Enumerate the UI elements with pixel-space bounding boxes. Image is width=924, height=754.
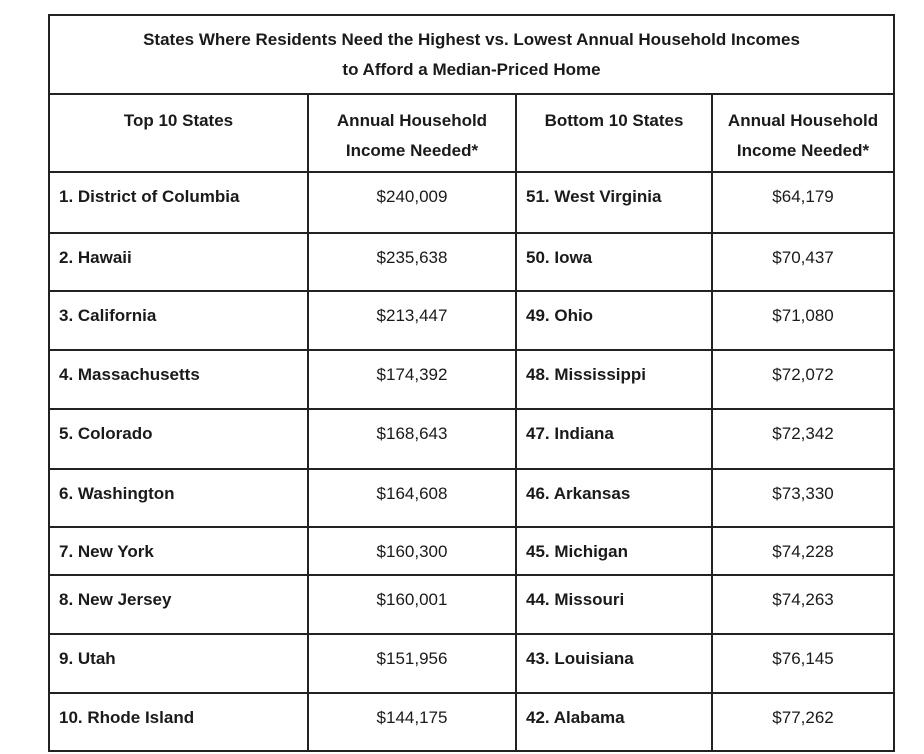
table-row [49,291,894,350]
top-income-text: $168,643 [376,424,448,443]
title-row [49,15,894,94]
bottom-income-text: $77,262 [772,708,834,727]
bottom-state-cell [516,409,712,469]
bottom-income-text: $72,342 [772,424,834,443]
header-bottom-states-label: Bottom 10 States [544,111,684,130]
bottom-state-cell [516,634,712,693]
top-income-text: $151,956 [376,649,448,668]
bottom-state-cell [516,172,712,233]
header-top-income-line1: Annual Household [336,111,488,130]
bottom-income-text: $70,437 [772,248,834,267]
table-body [49,172,894,751]
bottom-state-cell [516,575,712,634]
top-state-cell [49,469,308,527]
bottom-state-text: 46. Arkansas [526,484,631,503]
top-income-text: $160,300 [376,542,448,561]
top-state-text: 7. New York [59,542,154,561]
header-top-income-line2: Income Needed* [345,141,479,160]
header-top-states-label: Top 10 States [123,111,234,130]
bottom-income-cell [712,634,894,693]
top-income-cell [308,291,516,350]
top-state-text: 10. Rhode Island [59,708,195,727]
bottom-state-cell [516,693,712,751]
bottom-state-text: 51. West Virginia [526,187,662,206]
bottom-income-text: $72,072 [772,365,834,384]
top-income-cell [308,527,516,575]
top-state-text: 1. District of Columbia [59,187,240,206]
bottom-state-cell [516,350,712,409]
table-row [49,575,894,634]
top-income-cell [308,575,516,634]
header-bottom-states [516,94,712,172]
table-row [49,634,894,693]
income-table [48,14,895,752]
top-state-cell [49,350,308,409]
table-row [49,350,894,409]
bottom-state-cell [516,469,712,527]
top-state-text: 2. Hawaii [59,248,132,267]
table-title-line1: States Where Residents Need the Highest vs. Lowest Annual Household Incomes [143,29,800,49]
header-bottom-income-line2: Income Needed* [736,141,870,160]
top-income-cell [308,693,516,751]
bottom-income-cell [712,172,894,233]
bottom-income-text: $76,145 [772,649,834,668]
bottom-state-cell [516,233,712,291]
bottom-income-cell [712,350,894,409]
top-income-cell [308,409,516,469]
table-row [49,469,894,527]
bottom-income-text: $73,330 [772,484,834,503]
header-top-income [308,94,516,172]
bottom-income-cell [712,233,894,291]
table-row [49,172,894,233]
top-state-cell [49,575,308,634]
table-row [49,233,894,291]
bottom-state-text: 43. Louisiana [526,649,634,668]
bottom-income-text: $64,179 [772,187,834,206]
bottom-state-text: 45. Michigan [526,542,629,561]
top-state-cell [49,527,308,575]
bottom-state-text: 49. Ohio [526,306,594,325]
top-state-cell [49,172,308,233]
bottom-income-cell [712,527,894,575]
bottom-state-text: 47. Indiana [526,424,614,443]
top-state-text: 9. Utah [59,649,116,668]
bottom-income-cell [712,409,894,469]
header-bottom-income [712,94,894,172]
top-state-text: 6. Washington [59,484,175,503]
top-income-text: $144,175 [376,708,448,727]
header-row [49,94,894,172]
top-state-text: 4. Massachusetts [59,365,200,384]
top-income-text: $164,608 [376,484,448,503]
top-state-text: 8. New Jersey [59,590,172,609]
header-bottom-income-line1: Annual Household [727,111,879,130]
top-income-text: $240,009 [376,187,448,206]
table-row [49,693,894,751]
table-title-line2: to Afford a Median-Priced Home [342,59,601,79]
bottom-state-cell [516,291,712,350]
bottom-income-cell [712,291,894,350]
table-row [49,527,894,575]
bottom-income-cell [712,693,894,751]
top-income-cell [308,233,516,291]
top-state-cell [49,409,308,469]
top-state-cell [49,291,308,350]
top-income-cell [308,350,516,409]
bottom-income-cell [712,469,894,527]
bottom-income-cell [712,575,894,634]
top-income-cell [308,469,516,527]
top-income-cell [308,172,516,233]
top-income-text: $213,447 [376,306,448,325]
bottom-state-text: 42. Alabama [526,708,625,727]
bottom-state-text: 44. Missouri [526,590,625,609]
top-income-text: $235,638 [376,248,448,267]
bottom-state-text: 50. Iowa [526,248,593,267]
table-row [49,409,894,469]
top-state-cell [49,233,308,291]
header-top-states [49,94,308,172]
bottom-income-text: $74,263 [772,590,834,609]
top-income-text: $160,001 [376,590,448,609]
top-income-cell [308,634,516,693]
top-state-cell [49,634,308,693]
top-state-cell [49,693,308,751]
bottom-income-text: $71,080 [772,306,834,325]
bottom-income-text: $74,228 [772,542,834,561]
top-state-text: 5. Colorado [59,424,153,443]
bottom-state-cell [516,527,712,575]
top-income-text: $174,392 [376,365,448,384]
bottom-state-text: 48. Mississippi [526,365,646,384]
top-state-text: 3. California [59,306,157,325]
table-title [49,15,894,94]
